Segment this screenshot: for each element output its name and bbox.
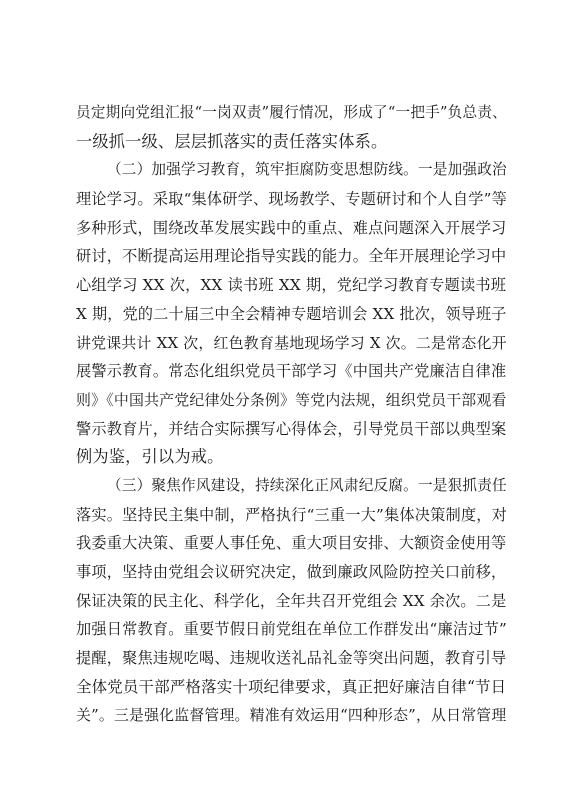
text-line: 一级抓一级、层层抓落实的责任落实体系。 [76, 131, 388, 151]
text-line: 我委重大决策、重要人事任免、重大项目安排、大额资金使用等 [76, 534, 507, 553]
text-line: 警示教育片，并结合实际撰写心得体会，引导党员干部以典型案 [76, 419, 507, 438]
text-line: 研讨，不断提高运用理论指导实践的能力。全年开展理论学习中 [76, 247, 507, 266]
text-line: （三）聚焦作风建设，持续深化正风肃纪反腐。一是狠抓责任 [107, 476, 507, 494]
text-line: 理论学习。采取“集体研学、现场教学、专题研讨和个人自学”等 [76, 190, 507, 209]
text-line: 员定期向党组汇报“一岗双责”履行情况，形成了“一把手”负总责、 [76, 104, 507, 121]
text-line: 保证决策的民主化、科学化，全年共召开党组会 XX 余次。二是 [76, 591, 507, 610]
document-body [76, 99, 506, 730]
text-line: 则》《中国共产党纪律处分条例》等党内法规，组织党员干部观看 [76, 390, 507, 409]
text-line: 讲党课共计 XX 次，红色教育基地现场学习 X 次。二是常态化开 [76, 333, 507, 352]
text-line: 加强日常教育。重要节假日前党组在单位工作群发出“廉洁过节” [76, 620, 507, 639]
text-line: 落实。坚持民主集中制，严格执行“三重一大”集体决策制度，对 [76, 505, 507, 524]
text-line: 全体党员干部严格落实十项纪律要求，真正把好廉洁自律“节日 [76, 677, 507, 696]
text-line: 例为鉴，引以为戒。 [76, 447, 224, 467]
text-line: （二）加强学习教育，筑牢拒腐防变思想防线。一是加强政治 [107, 161, 507, 179]
text-line: 关”。三是强化监督管理。精准有效运用“四种形态”，从日常管理 [76, 706, 507, 725]
text-line: 展警示教育。常态化组织党员干部学习《中国共产党廉洁自律准 [76, 362, 507, 381]
text-line: 心组学习 XX 次，XX 读书班 XX 期，党纪学习教育专题读书班 [76, 276, 507, 295]
text-line: X 期，党的二十届三中全会精神专题培训会 XX 批次，领导班子 [76, 304, 507, 323]
text-line: 事项，坚持由党组会议研究决定，做到廉政风险防控关口前移， [76, 563, 507, 581]
text-line: 多种形式，围绕改革发展实践中的重点、难点问题深入开展学习 [76, 218, 507, 237]
text-line: 提醒，聚焦违规吃喝、违规收送礼品礼金等突出问题，教育引导 [76, 649, 507, 668]
